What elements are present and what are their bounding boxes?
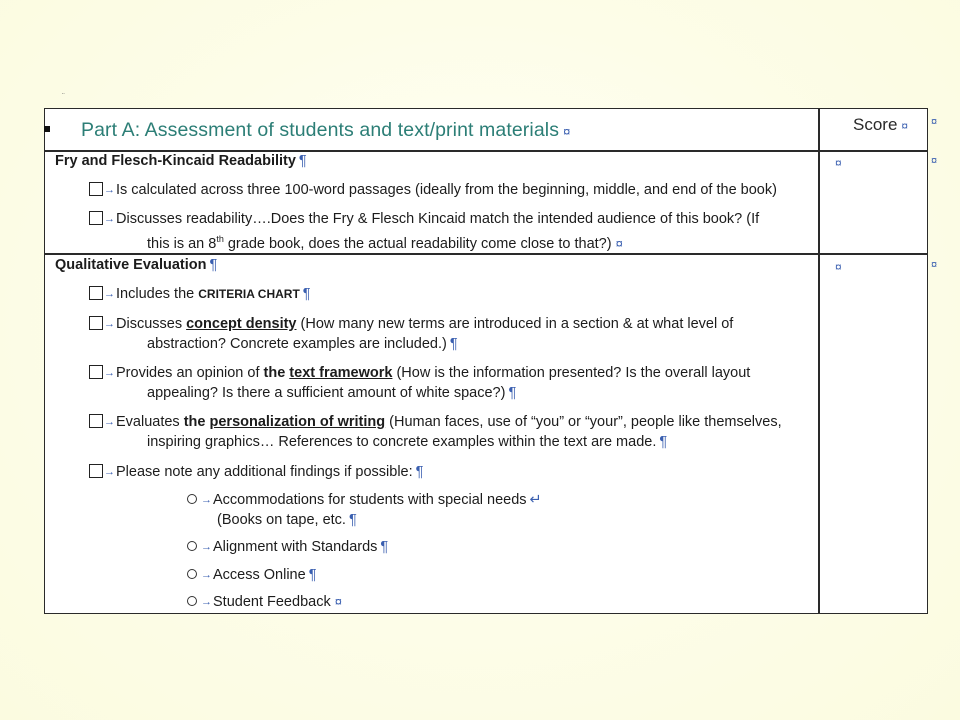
row-end-marker: ¤ bbox=[931, 116, 938, 128]
tab-arrow-icon: → bbox=[104, 318, 115, 330]
circle-bullet-icon bbox=[187, 569, 197, 579]
checklist-item: →Discusses readability….Does the Fry & Flesch Kincaid match the intended audience of this book? (If this is an 8th grade book, does the actual readability come close to that?) ¤ bbox=[89, 209, 759, 254]
tab-arrow-icon: → bbox=[104, 184, 115, 196]
tab-arrow-icon: → bbox=[104, 367, 115, 379]
checklist-item: →Provides an opinion of the text framework (How is the information presented? Is the overall layout appealing? Is there a sufficient amount of white space?) ¶ bbox=[89, 363, 750, 403]
row-end-marker: ¤ bbox=[931, 155, 938, 167]
row-divider bbox=[45, 150, 927, 152]
section-heading-qualitative: Qualitative Evaluation ¶ bbox=[55, 257, 218, 273]
tab-arrow-icon: → bbox=[201, 569, 212, 581]
checklist-item: →Includes the CRITERIA CHART ¶ bbox=[89, 284, 311, 304]
checklist-item: →Discusses concept density (How many new terms are introduced in a section & at what level of abstraction? Concrete examples are included.) ¶ bbox=[89, 314, 733, 354]
line-break-icon: ↵ bbox=[529, 492, 542, 508]
circle-bullet-icon bbox=[187, 541, 197, 551]
checkbox[interactable] bbox=[89, 464, 103, 478]
checkbox[interactable] bbox=[89, 182, 103, 196]
sub-list-item: →Alignment with Standards ¶ bbox=[187, 537, 388, 557]
sub-list-item: →Accommodations for students with special needs ↵ (Books on tape, etc. ¶ bbox=[187, 490, 542, 530]
score-header: Score ¤ bbox=[853, 115, 909, 134]
row-end-marker: ¤ bbox=[931, 259, 938, 271]
tab-arrow-icon: → bbox=[104, 466, 115, 478]
checklist-item: →Evaluates the personalization of writing (Human faces, use of “you” or “your”, people like themselves, inspiring graphics… References to concrete examples within the text are made. ¶ bbox=[89, 412, 782, 452]
sub-list-item: →Access Online ¶ bbox=[187, 565, 316, 585]
square-bullet-icon bbox=[44, 126, 50, 132]
tab-arrow-icon: → bbox=[104, 213, 115, 225]
tab-arrow-icon: → bbox=[104, 416, 115, 428]
tab-arrow-icon: → bbox=[104, 288, 115, 300]
formatting-mark: ¨ bbox=[62, 92, 65, 101]
score-cell-marker: ¤ bbox=[835, 156, 842, 170]
checkbox[interactable] bbox=[89, 211, 103, 225]
table-title: Part A: Assessment of students and text/print materials ¤ bbox=[81, 119, 571, 141]
section-heading-readability: Fry and Flesch-Kincaid Readability ¶ bbox=[55, 153, 307, 169]
score-cell-marker: ¤ bbox=[835, 260, 842, 274]
checkbox[interactable] bbox=[89, 414, 103, 428]
circle-bullet-icon bbox=[187, 596, 197, 606]
checkbox[interactable] bbox=[89, 365, 103, 379]
checklist-item: →Is calculated across three 100-word passages (ideally from the beginning, middle, and end of the book) bbox=[89, 180, 777, 200]
tab-arrow-icon: → bbox=[201, 494, 212, 506]
column-divider bbox=[818, 109, 820, 613]
sub-list-item: →Student Feedback ¤ bbox=[187, 592, 342, 612]
checkbox[interactable] bbox=[89, 286, 103, 300]
checklist-item: →Please note any additional findings if possible: ¶ bbox=[89, 462, 423, 482]
assessment-table bbox=[44, 108, 928, 614]
circle-bullet-icon bbox=[187, 494, 197, 504]
tab-arrow-icon: → bbox=[201, 596, 212, 608]
checkbox[interactable] bbox=[89, 316, 103, 330]
tab-arrow-icon: → bbox=[201, 541, 212, 553]
